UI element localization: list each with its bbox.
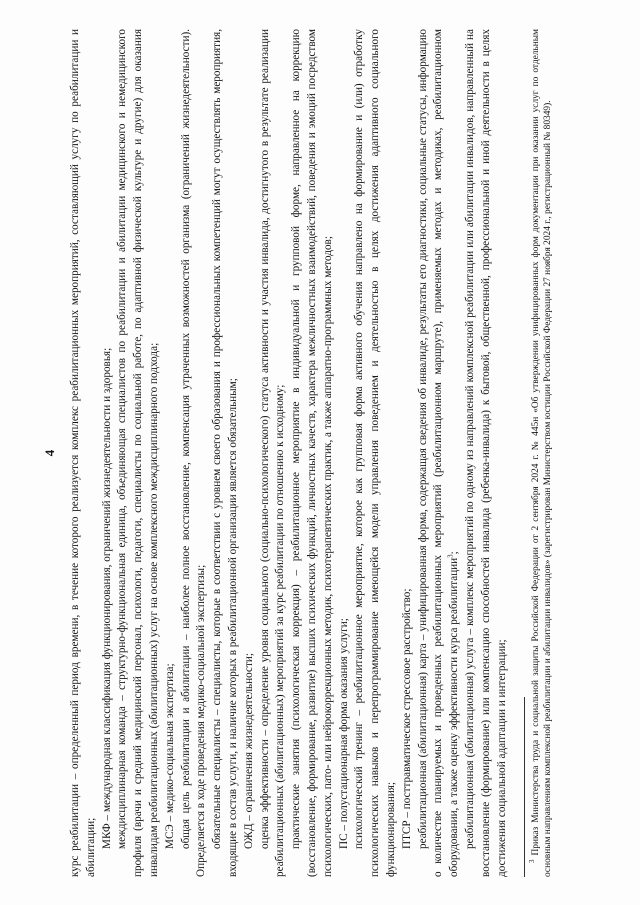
rotated-text-sheet [40,23,600,883]
definition-team: междисциплинарная команда – структурно-функциональная единица, объединяющая специалистов по реабилитации и абилитации медицинского и немедицинского профиля (врачи и средний медицинский персонал, психологи, педагоги, специалисты по социальной работе, по адаптивной физической культуре и другие) для оказания инвалидам реабилитационных (абилитационных) услуг на основе комплексного междисциплинарного подхода; [116,28,160,877]
footnote-text: Приказ Министерства труда и социальной защиты Российской Федерации от 2 сентября 2024 г. № 445н «Об утверждении унифицированных форм документации при оказании услуг по отдельным основным направлениям комплексной реабилитации и абилитации инвалидов» (зарегистрирован Министерством юстиции Российской Федерации 27 ноября 2024 г., регистрационный № 80349). [531,28,554,877]
footnote [527,28,555,877]
definition-ozhd: ОЖД – ограничения жизнедеятельности; [242,652,255,849]
definition-practical-classes: практические занятия (психологическая коррекция) – реабилитационное мероприятие в индивидуальной и групповой форме, направленное на коррекцию (восстановление, формирование, развитие) высших психических функций, личностных качеств, характера межличностных взаимодействий, поведения и эмоций посредством психологических, пато- или нейрокоррекционных методик, психотерапевтических практик, а также аппаратно-программных методов; [290,28,334,877]
definition-efficiency: оценка эффективности – определение уровня социального (социально-психологического) статуса активности и участия инвалида, достигнутого в результате реализации реабилитационных (абилитационных) мероприятий за курс реабилитации по отношению к исходному; [258,28,287,877]
definition-rehab-service: реабилитационная (абилитационная) услуга – комплекс мероприятий по одному из направлений комплексной реабилитации или абилитации инвалидов, направленный на восстановление (формирование) или компенсацию способностей инвалида (ребенка-инвалида) к бытовой, общественной, профессиональной и иной деятельности в целях достижения социальной адаптации и интеграции; [463,28,508,877]
footnote-marker: 3 [527,859,536,863]
definition-general-goal: общая цель реабилитации и абилитации – наиболее полное восстановление, компенсация утраченных возможностей организма (ограничений жизнедеятельности). Определяется в ходе проведения медико-социальной экспертизы; [179,28,208,877]
rehab-card-text: реабилитационная (абилитационная) карта – унифицированная форма, содержащая сведения об инвалиде, результаты его диагностики, социальные статусы, информацию о количестве планируемых и проведенных реабилитационных мероприятий (реабилитационном маршруте), применяемых методах и методиках, реабилитационном оборудовании, а также оценку эффективности курса реабилитации [416,28,461,877]
definition-rehab-card [416,29,463,877]
rehab-card-tail: ; [448,550,461,554]
definitions-body [68,29,510,877]
definition-training: психологический тренинг – реабилитационное мероприятие, которое как групповая форма активного обучения направлено на формирование и (или) отработку психологических навыков и перепрограммирование имеющейся модели управления поведением и деятельностью в целях достижения адаптивного социального функционирования; [353,28,397,877]
definition-specialists: обязательные специалисты – специалисты, которые в соответствии с уровнем своего образования и профессиональных компетенций могут осуществлять мероприятия, входящие в состав услуги, и наличие которых в реабилитационной организации является обязательным; [211,28,239,877]
page-number: 4 [42,449,57,456]
definition-ptsr: ПТСР – посттравматическое стрессовое расстройство; [400,588,413,849]
definition-mse: МСЭ – медико-социальная экспертиза; [163,662,176,849]
footnote-separator [524,697,525,877]
definition-ps: ПС – полустационарная форма оказания услуги; [337,617,350,849]
definition-mkf: МКФ – международная классификация функционирования, ограничений жизнедеятельности и здоровья; [100,347,113,849]
definition-course: курс реабилитации – определенный период времени, в течение которого реализуется комплекс реабилитационных мероприятий, составляющий услугу по реабилитации и абилитации; [69,28,97,877]
footnote-reference: 3 [446,553,455,558]
